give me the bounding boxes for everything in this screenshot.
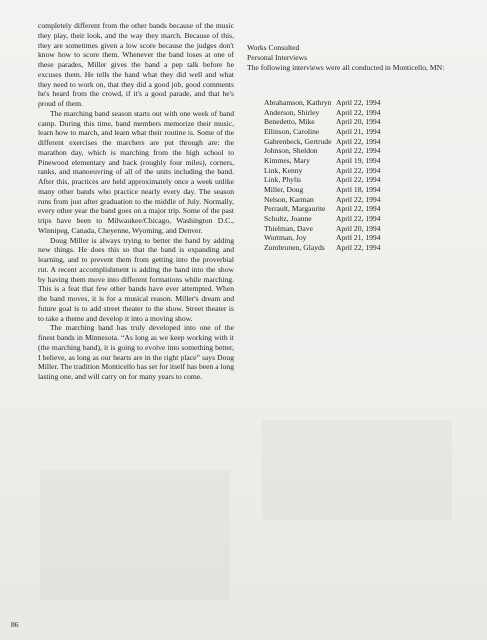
interview-row — [264, 117, 396, 127]
interviewee-name: Anderson, Shirley — [264, 107, 320, 117]
interview-date: April 20, 1994 — [336, 117, 381, 127]
works-consulted-heading: Works Consulted — [247, 43, 300, 52]
interviewee-name: Nelson, Karman — [264, 194, 314, 204]
interview-row — [264, 233, 396, 243]
interviewee-name: Johnson, Sheldon — [264, 146, 318, 156]
interview-row — [264, 137, 396, 147]
interviewee-name: Abrahamson, Kathryn — [264, 98, 332, 107]
interview-date: April 18, 1994 — [336, 184, 381, 194]
interviewee-name: Perrault, Margaurite — [264, 204, 326, 214]
interview-row — [264, 108, 396, 118]
interview-row — [264, 185, 396, 195]
interview-row — [264, 214, 396, 224]
interview-date: April 20, 1994 — [336, 223, 381, 233]
body-text-left-column — [38, 21, 234, 382]
interviewee-name: Kimmes, Mary — [264, 155, 310, 165]
interview-row — [264, 175, 396, 185]
interviewee-name: Zumbrunen, Glayds — [264, 242, 325, 252]
interview-row — [264, 166, 396, 176]
interviewee-name: Link, Kenny — [264, 165, 303, 175]
interview-date: April 22, 1994 — [336, 165, 381, 175]
interview-list — [264, 98, 396, 253]
interviews-intro: The following interviews were all conducted in Monticello, MN: — [247, 62, 445, 72]
interview-row — [264, 127, 396, 137]
interview-date: April 22, 1994 — [336, 136, 381, 146]
interviewee-name: Benedetto, Mike — [264, 117, 315, 127]
interview-row — [264, 156, 396, 166]
interviewee-name: Link, Phylis — [264, 175, 302, 185]
interviewee-name: Thielman, Dave — [264, 223, 313, 233]
paragraph: Doug Miller is always trying to better the band by adding new things. He does this so that the band is expanding and learning, and to prevent them from getting into the proverbial rut. A recent accomplishment is adding the band into the show by having them move into different formations while marching. This is a feat that few other bands have ever attempted. When the band moves, it is for a musical reason. Miller's dream and future goal is to add street theater to the show. Street theater is to take a theme and develop it into a moving show. — [38, 235, 234, 323]
bleed-through-mark — [40, 470, 230, 600]
interview-date: April 22, 1994 — [336, 213, 381, 223]
interview-row — [264, 98, 396, 108]
bleed-through-mark — [262, 420, 452, 520]
interviewee-name: Schultz, Joanne — [264, 213, 312, 223]
interview-row — [264, 204, 396, 214]
interviewee-name: Wortman, Joy — [264, 233, 307, 243]
interviewee-name: Miller, Doug — [264, 184, 304, 194]
works-consulted-section — [247, 43, 447, 72]
personal-interviews-heading: Personal Interviews — [247, 52, 308, 62]
interview-date: April 22, 1994 — [336, 194, 381, 204]
interview-date: April 22, 1994 — [336, 107, 381, 117]
interview-date: April 19, 1994 — [336, 155, 381, 165]
paragraph: The marching band season starts out with one week of band camp. During this time, band members memorize their music, learn how to march, and learn what their routine is. Some of the different exercises the marchers are put through are: the marathon day, which is marching from the high school to Pinewood elementary and back (roughly four miles), corners, ranks, and manoeuvring of all of the units including the band. After this, practices are held approximately once a week unlike many other bands who practice nearly every day. The season runs from just after graduation to the middle of July. Normally, every other year the band goes on a major trip. Some of the past trips have been to Milwaukee/Chicago, Washington D.C., Winnipeg, Canada, Cheyenne, Wyoming, and Denver. — [38, 108, 234, 235]
interviewee-name: Gahrenbeck, Gertrude — [264, 136, 332, 146]
interviewee-name: Ellinson, Caroline — [264, 126, 320, 136]
paragraph: The marching band has truly developed into one of the finest bands in Minnesota. “As long as we keep working with it (the marching band), it is going to evolve into something better, I believe, as long as our hearts are in the right place” says Doug Miller. The tradition Monticello has set for itself has been a long lasting one, and will carry on for many years to come. — [38, 323, 234, 381]
interview-row — [264, 243, 396, 253]
interview-date: April 22, 1994 — [336, 204, 381, 214]
interview-date: April 22, 1994 — [336, 175, 381, 185]
interview-row — [264, 146, 396, 156]
interview-row — [264, 195, 396, 205]
interview-date: April 22, 1994 — [336, 146, 381, 156]
interview-date: April 21, 1994 — [336, 233, 381, 243]
interview-date: April 22, 1994 — [336, 98, 381, 107]
interview-date: April 21, 1994 — [336, 126, 381, 136]
paragraph: completely different from the other bands because of the music they play, their look, and the way they march. Because of this, they are sometimes given a low score because the judges don't know how to score them. Whenever the band loses at one of these parades, Miller gives the band a pep talk before he excuses them. He tells the band what they did well and what they need to work on, that they did a good job, good comments he's heard from the crowd, if it's a good parade, and that he's proud of them. — [38, 21, 234, 108]
interview-row — [264, 224, 396, 234]
interview-date: April 22, 1994 — [336, 242, 381, 252]
page-number: 86 — [11, 620, 19, 629]
